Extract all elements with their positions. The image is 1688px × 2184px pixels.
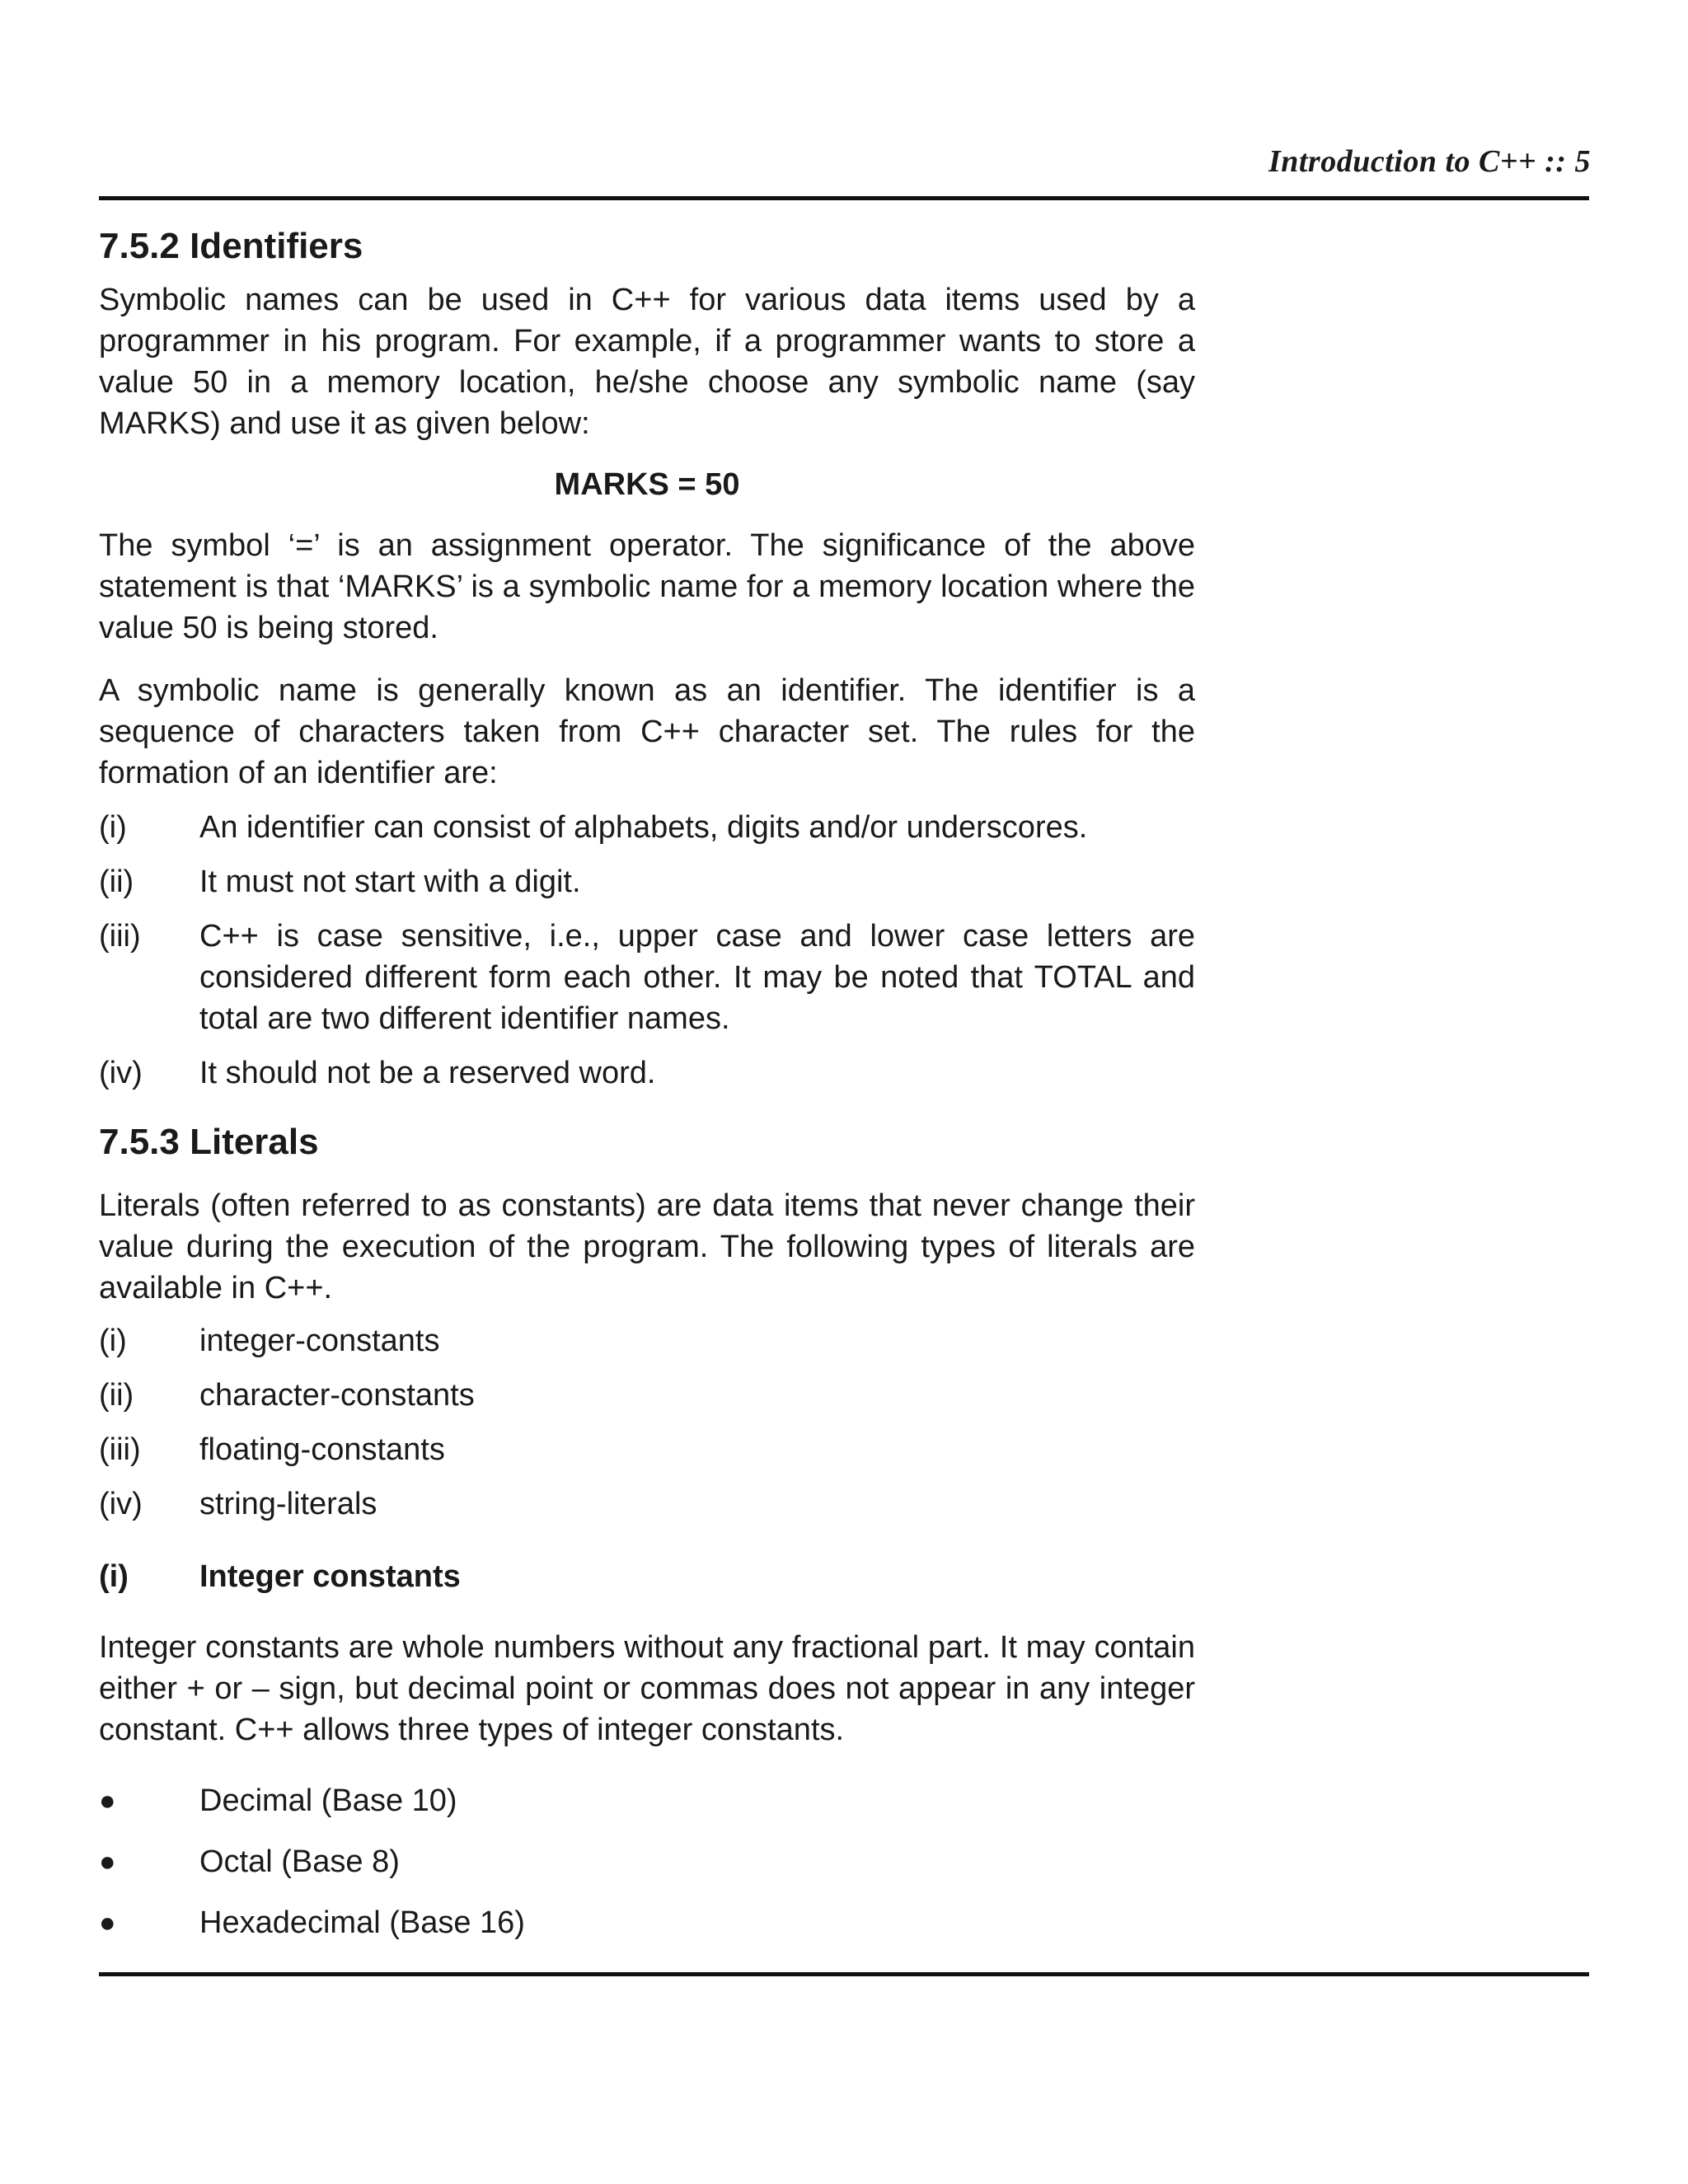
bullet-text: Hexadecimal (Base 16) [199,1905,525,1941]
literal-types-list [99,1320,1195,1525]
list-marker: (iii) [99,1432,141,1468]
literals-paragraph-1: Literals (often referred to as constants) are data items that never change their value during the execution of the program. The following types of literals are available in C++. [99,1188,1195,1306]
list-item [99,1052,1195,1094]
list-item-text: character-constants [199,1378,475,1413]
list-item-text: C++ is case sensitive, i.e., upper case and lower case letters are considered different form each other. It may be noted that TOTAL and total are two different identifier names. [199,919,1195,1037]
list-marker: (i) [99,810,127,846]
list-marker: (iii) [99,919,141,954]
section-heading-literals: 7.5.3 Literals [99,1122,319,1163]
identifier-rules-list [99,807,1195,1094]
bullet-item [99,1902,1195,1943]
bullet-icon: ● [99,1907,116,1939]
bullet-item [99,1841,1195,1882]
list-item [99,861,1195,902]
list-item-text: floating-constants [199,1432,445,1468]
bullet-text: Octal (Base 8) [199,1844,400,1880]
identifiers-paragraph-1: Symbolic names can be used in C++ for various data items used by a programmer in his program. For example, if a programmer wants to store a value 50 in a memory location, he/she choose any symbolic name (say MARKS) and use it as given below: [99,283,1195,442]
list-marker: (i) [99,1324,127,1359]
list-item-text: integer-constants [199,1324,440,1359]
list-marker: (iv) [99,1487,143,1522]
running-head: Introduction to C++ :: 5 [1268,144,1591,179]
subsection-title: Integer constants [199,1559,461,1595]
list-item [99,807,1195,848]
list-item [99,1320,1195,1361]
identifiers-paragraph-3: A symbolic name is generally known as an identifier. The identifier is a sequence of characters taken from C++ character set. The rules for the formation of an identifier are: [99,673,1195,791]
list-item-text: It should not be a reserved word. [199,1056,656,1091]
list-item-text: An identifier can consist of alphabets, digits and/or underscores. [199,810,1088,846]
list-marker: (iv) [99,1056,143,1091]
identifiers-paragraph-2: The symbol ‘=’ is an assignment operator. The significance of the above statement is that ‘MARKS’ is a symbolic name for a memory location where the value 50 is being stored. [99,528,1195,646]
list-marker: (ii) [99,1378,134,1413]
assignment-example: MARKS = 50 [554,467,740,503]
bullet-icon: ● [99,1846,116,1878]
list-item-text: string-literals [199,1487,377,1522]
subsection-marker: (i) [99,1559,129,1595]
header-rule [99,196,1589,200]
footer-rule [99,1972,1589,1976]
integer-types-list [99,1780,1195,1943]
bullet-icon: ● [99,1785,116,1817]
bullet-item [99,1780,1195,1821]
subsection-heading-integer-constants [99,1556,1195,1597]
list-item [99,1429,1195,1470]
list-item [99,1375,1195,1416]
section-heading-identifiers: 7.5.2 Identifiers [99,226,363,266]
integer-constants-paragraph: Integer constants are whole numbers without any fractional part. It may contain either + or – sign, but decimal point or commas does not appear in any integer constant. C++ allows three types of integer constants. [99,1630,1195,1748]
list-item-text: It must not start with a digit. [199,865,581,900]
list-item [99,916,1195,1039]
bullet-text: Decimal (Base 10) [199,1783,457,1819]
page-content [99,216,1195,1943]
list-item [99,1483,1195,1525]
list-marker: (ii) [99,865,134,900]
